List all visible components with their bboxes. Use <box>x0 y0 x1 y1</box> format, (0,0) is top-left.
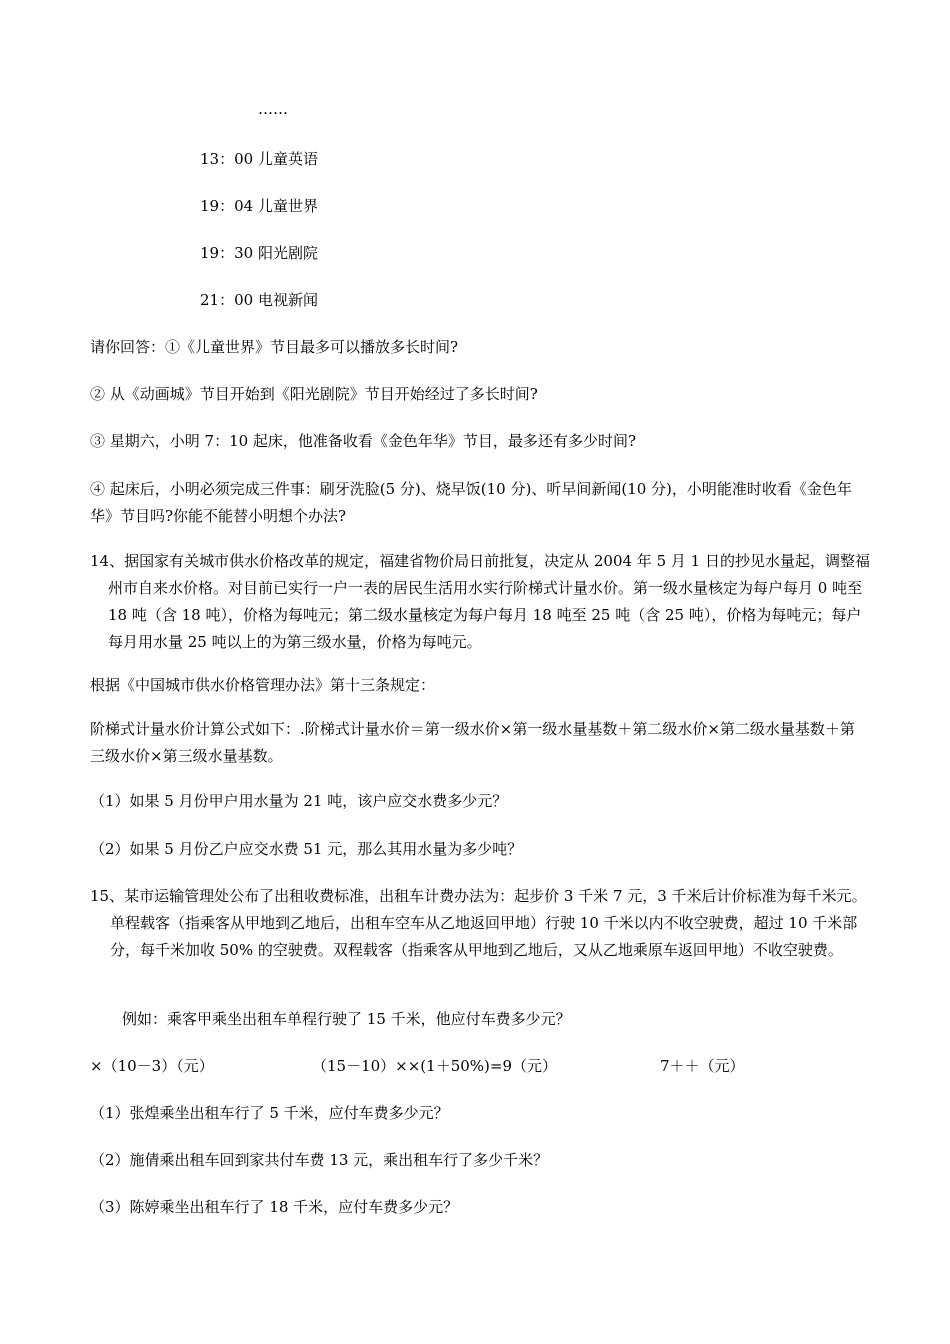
q14-formula: 阶梯式计量水价计算公式如下：.阶梯式计量水价＝第一级水价×第一级水量基数＋第二级水价×第二级水量基数＋第三级水价×第三级水量基数。 <box>90 720 855 765</box>
q13-question-4: ④ 起床后，小明必须完成三件事：刷牙洗脸(5 分)、烧早饭(10 分)、听早间新闻(10 分)，小明能准时收看《金色年华》节目吗?你能不能替小明想个办法? <box>90 480 852 525</box>
q15-intro: 15、某市运输管理处公布了出租收费标准，出租车计费办法为：起步价 3 千米 7 元，3 千米后计价标准为每千米元。单程载客（指乘客从甲地到乙地后，出租车空车从乙地返回甲地）行驶 10 千米以内不收空驶费，超过 10 千米部分，每千米加收 50% 的空驶费。双程载客（指乘客从甲地到乙地后，又从乙地乘原车返回甲地）不收空驶费。 <box>90 887 867 959</box>
q13-question-3: ③ 星期六，小明 7：10 起床，他准备收看《金色年华》节目，最多还有多少时间? <box>90 432 636 450</box>
schedule-ellipsis: …… <box>258 100 288 118</box>
q14-sub-2: （2）如果 5 月份乙户应交水费 51 元，那么其用水量为多少吨？ <box>90 840 523 858</box>
q13-question-1: 请你回答：①《儿童世界》节目最多可以播放多长时间? <box>90 338 459 356</box>
schedule-item: 21：00 电视新闻 <box>200 291 318 309</box>
q15-sub-1: （1）张煌乘坐出租车行了 5 千米，应付车费多少元？ <box>90 1104 449 1122</box>
q15-example: 例如：乘客甲乘坐出租车单程行驶了 15 千米，他应付车费多少元？ <box>122 1010 571 1028</box>
schedule-item: 19：30 阳光剧院 <box>200 244 318 262</box>
q15-sub-2: （2）施倩乘出租车回到家共付车费 13 元，乘出租车行了多少千米？ <box>90 1151 549 1169</box>
q15-calc-1: ×（10－3）（元） <box>90 1057 214 1075</box>
q15-calc-3: 7＋＋（元） <box>660 1057 745 1075</box>
schedule-item: 19：04 儿童世界 <box>200 197 318 215</box>
q13-question-2: ② 从《动画城》节目开始到《阳光剧院》节目开始经过了多长时间? <box>90 385 538 403</box>
q15-sub-3: （3）陈婷乘坐出租车行了 18 千米，应付车费多少元？ <box>90 1198 459 1216</box>
q14-rule: 根据《中国城市供水价格管理办法》第十三条规定： <box>90 676 436 694</box>
q15-calc-2: （15－10）××(1＋50%)=9（元） <box>312 1057 558 1075</box>
q14-sub-1: （1）如果 5 月份甲户用水量为 21 吨，该户应交水费多少元？ <box>90 792 508 810</box>
q14-intro: 14、据国家有关城市供水价格改革的规定，福建省物价局日前批复，决定从 2004 年 5 月 1 日的抄见水量起，调整福州市自来水价格。对目前已实行一户一表的居民生活用水实行阶梯式计量水价。第一级水量核定为每户每月 0 吨至 18 吨（含 18 吨），价格为每吨元；第二级水量核定为每户每月 18 吨至 25 吨（含 25 吨），价格为每吨元；每户每月用水量 25 吨以上的为第三级水量，价格为每吨元。 <box>90 552 870 651</box>
schedule-item: 13：00 儿童英语 <box>200 150 318 168</box>
